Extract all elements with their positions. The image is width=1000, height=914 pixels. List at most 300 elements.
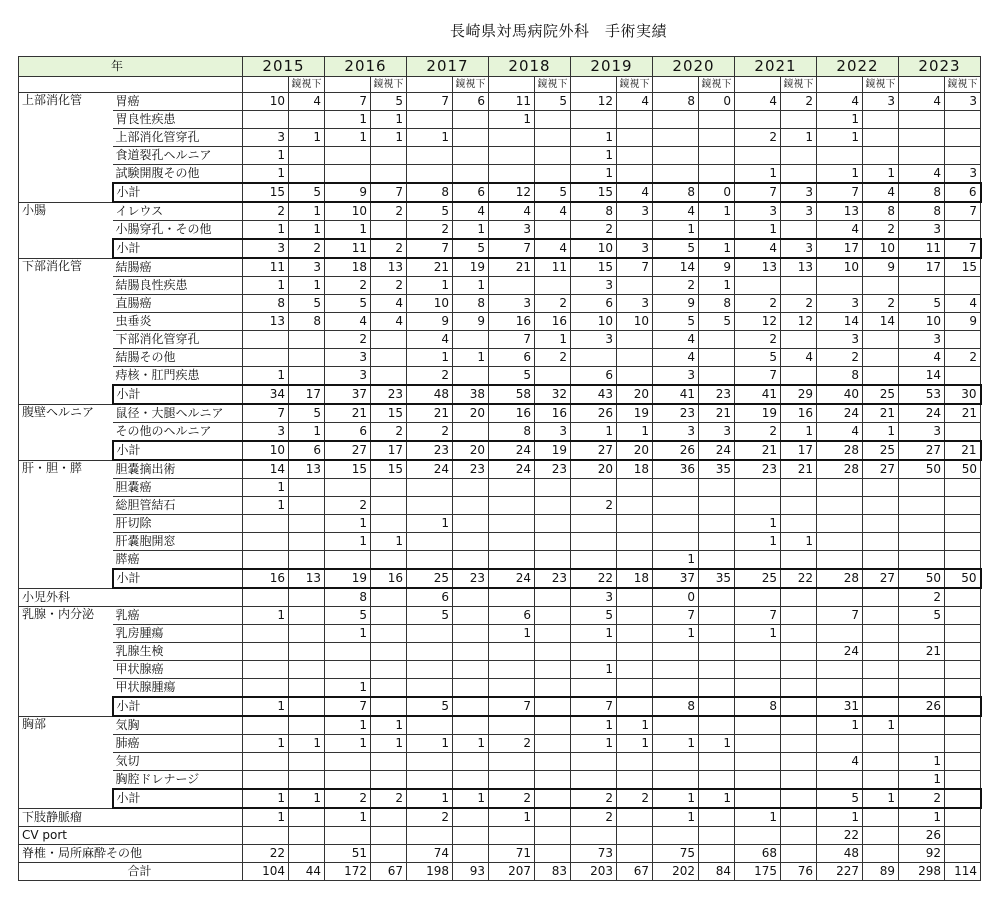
cell-kyoshi: 1 — [699, 239, 735, 258]
cell-count: 3 — [325, 349, 371, 367]
cell-count: 1 — [325, 129, 371, 147]
table-row — [19, 295, 981, 313]
cell-count: 2 — [735, 331, 781, 349]
cell-count: 7 — [407, 93, 453, 111]
cell-count: 53 — [899, 385, 945, 404]
cell-count: 11 — [325, 239, 371, 258]
cell-count: 1 — [243, 735, 289, 753]
cell-kyoshi — [371, 479, 407, 497]
subtotal-label: 小計 — [113, 697, 243, 716]
cell-kyoshi: 44 — [289, 863, 325, 881]
cell-count: 71 — [489, 845, 535, 863]
cell-kyoshi — [945, 661, 981, 679]
cell-count — [735, 679, 781, 698]
header-row-years — [19, 57, 981, 77]
kyoshi-subheader: 鏡視下 — [453, 77, 489, 93]
item-label: 肺癌 — [113, 735, 243, 753]
cell-count: 7 — [817, 183, 863, 202]
cell-count: 3 — [243, 239, 289, 258]
cell-count: 2 — [571, 808, 617, 827]
cell-kyoshi — [699, 625, 735, 643]
cell-kyoshi: 84 — [699, 863, 735, 881]
cell-kyoshi: 17 — [289, 385, 325, 404]
item-label: 乳房腫瘍 — [113, 625, 243, 643]
kyoshi-subheader: 鏡視下 — [699, 77, 735, 93]
cell-kyoshi: 19 — [535, 441, 571, 460]
cell-kyoshi — [289, 551, 325, 570]
cell-count — [489, 129, 535, 147]
cell-count: 8 — [899, 202, 945, 221]
cell-kyoshi — [371, 827, 407, 845]
cell-count: 1 — [735, 515, 781, 533]
cell-count: 25 — [735, 569, 781, 588]
item-label: 虫垂炎 — [113, 313, 243, 331]
cell-kyoshi — [617, 221, 653, 240]
cell-count: 3 — [489, 221, 535, 240]
cell-kyoshi — [289, 697, 325, 716]
cell-kyoshi — [535, 661, 571, 679]
cell-count — [407, 827, 453, 845]
cell-count: 15 — [243, 183, 289, 202]
cell-count: 10 — [899, 313, 945, 331]
item-label: 膵癌 — [113, 551, 243, 570]
category-label — [19, 423, 113, 442]
cell-count: 27 — [571, 441, 617, 460]
cell-count: 1 — [571, 165, 617, 184]
year-label: 年 — [19, 57, 243, 77]
cell-count: 1 — [489, 111, 535, 129]
cell-kyoshi: 5 — [699, 313, 735, 331]
kyoshi-subheader: 鏡視下 — [535, 77, 571, 93]
cell-kyoshi — [453, 147, 489, 165]
cell-count: 1 — [325, 735, 371, 753]
cell-count — [899, 551, 945, 570]
cell-count: 1 — [407, 735, 453, 753]
cell-count: 1 — [325, 111, 371, 129]
cell-count — [735, 771, 781, 790]
cell-kyoshi — [289, 165, 325, 184]
cell-count: 3 — [817, 331, 863, 349]
cell-count: 26 — [571, 404, 617, 423]
cell-count — [899, 533, 945, 551]
cell-kyoshi — [699, 479, 735, 497]
cell-count: 5 — [325, 295, 371, 313]
cell-count: 16 — [489, 404, 535, 423]
cell-count: 23 — [735, 460, 781, 479]
cell-kyoshi — [371, 551, 407, 570]
item-label: 結腸癌 — [113, 258, 243, 277]
cell-count: 27 — [899, 441, 945, 460]
kyoshi-subheader: 鏡視下 — [371, 77, 407, 93]
cell-kyoshi: 35 — [699, 460, 735, 479]
cell-kyoshi: 21 — [945, 441, 981, 460]
category-label — [19, 753, 113, 771]
cell-count — [653, 771, 699, 790]
category-label: 小腸 — [19, 202, 113, 221]
cell-count: 3 — [489, 295, 535, 313]
cell-count — [489, 771, 535, 790]
cell-count: 0 — [653, 588, 699, 607]
cell-kyoshi — [863, 661, 899, 679]
cell-kyoshi: 21 — [699, 404, 735, 423]
cell-count: 20 — [571, 460, 617, 479]
item-label: その他のヘルニア — [113, 423, 243, 442]
cell-kyoshi — [781, 479, 817, 497]
cell-count: 5 — [817, 789, 863, 808]
cell-count: 14 — [817, 313, 863, 331]
cell-count: 1 — [325, 221, 371, 240]
item-label: 小腸穿孔・その他 — [113, 221, 243, 240]
item-label: 食道裂孔ヘルニア — [113, 147, 243, 165]
category-label: 上部消化管 — [19, 93, 113, 111]
cell-count — [489, 679, 535, 698]
cell-kyoshi: 76 — [781, 863, 817, 881]
item-label: 胃癌 — [113, 93, 243, 111]
cell-count — [571, 643, 617, 661]
cell-kyoshi: 25 — [863, 441, 899, 460]
total-subheader — [325, 77, 371, 93]
cell-kyoshi — [617, 331, 653, 349]
cell-kyoshi: 67 — [371, 863, 407, 881]
cell-count — [571, 753, 617, 771]
cell-count: 6 — [571, 295, 617, 313]
cell-kyoshi — [863, 367, 899, 386]
item-label: 気胸 — [113, 716, 243, 735]
cell-kyoshi: 3 — [617, 295, 653, 313]
cell-kyoshi: 5 — [289, 295, 325, 313]
cell-count — [489, 661, 535, 679]
cell-count: 2 — [571, 221, 617, 240]
table-row — [19, 588, 981, 607]
cell-count: 13 — [243, 313, 289, 331]
cell-kyoshi: 2 — [863, 221, 899, 240]
cell-kyoshi — [699, 497, 735, 515]
cell-count — [735, 497, 781, 515]
cell-kyoshi — [945, 479, 981, 497]
cell-kyoshi: 2 — [617, 789, 653, 808]
subtotal-row — [19, 789, 981, 808]
cell-kyoshi — [699, 771, 735, 790]
kyoshi-subheader: 鏡視下 — [863, 77, 899, 93]
cell-count: 58 — [489, 385, 535, 404]
cell-count — [571, 679, 617, 698]
year-header: 2018 — [489, 57, 571, 77]
cell-count: 41 — [735, 385, 781, 404]
cell-kyoshi — [617, 533, 653, 551]
cell-kyoshi: 6 — [453, 183, 489, 202]
header-row-subheaders — [19, 77, 981, 93]
cell-count — [243, 111, 289, 129]
item-label: 結腸その他 — [113, 349, 243, 367]
cell-kyoshi — [453, 716, 489, 735]
cell-kyoshi: 50 — [945, 569, 981, 588]
cell-kyoshi: 1 — [289, 423, 325, 442]
cell-count: 28 — [817, 441, 863, 460]
cell-count: 1 — [243, 367, 289, 386]
category-label — [19, 183, 113, 202]
cell-kyoshi — [453, 497, 489, 515]
cell-count: 2 — [489, 789, 535, 808]
cell-count: 7 — [489, 697, 535, 716]
cell-count — [817, 533, 863, 551]
cell-kyoshi: 19 — [617, 404, 653, 423]
cell-count: 8 — [325, 588, 371, 607]
cell-kyoshi — [371, 625, 407, 643]
cell-count: 21 — [407, 404, 453, 423]
cell-count — [899, 716, 945, 735]
category-label — [19, 661, 113, 679]
cell-count: 17 — [899, 258, 945, 277]
cell-kyoshi: 13 — [781, 258, 817, 277]
cell-count — [243, 643, 289, 661]
cell-kyoshi — [699, 165, 735, 184]
cell-count: 4 — [817, 423, 863, 442]
cell-count: 1 — [653, 735, 699, 753]
cell-kyoshi: 21 — [781, 460, 817, 479]
cell-kyoshi — [617, 643, 653, 661]
cell-count — [243, 588, 289, 607]
cell-count: 2 — [571, 497, 617, 515]
cell-count: 1 — [407, 129, 453, 147]
cell-kyoshi — [289, 771, 325, 790]
item-label: 胃良性疾患 — [113, 111, 243, 129]
cell-count: 3 — [325, 367, 371, 386]
cell-kyoshi — [617, 697, 653, 716]
cell-kyoshi — [617, 827, 653, 845]
cell-count: 1 — [817, 808, 863, 827]
cell-count: 10 — [817, 258, 863, 277]
table-row — [19, 551, 981, 570]
cell-kyoshi — [863, 111, 899, 129]
cell-count: 40 — [817, 385, 863, 404]
cell-kyoshi — [289, 331, 325, 349]
cell-kyoshi — [617, 479, 653, 497]
cell-count — [653, 147, 699, 165]
cell-count: 5 — [325, 607, 371, 625]
cell-kyoshi — [371, 349, 407, 367]
cell-kyoshi — [453, 165, 489, 184]
total-subheader — [243, 77, 289, 93]
cell-kyoshi — [699, 643, 735, 661]
cell-count: 1 — [653, 625, 699, 643]
cell-count: 5 — [407, 607, 453, 625]
cell-count: 4 — [899, 93, 945, 111]
category-label: 肝・胆・膵 — [19, 460, 113, 479]
cell-count: 1 — [899, 808, 945, 827]
cell-kyoshi — [863, 497, 899, 515]
cell-kyoshi — [617, 497, 653, 515]
cell-count: 7 — [735, 183, 781, 202]
cell-count: 4 — [735, 239, 781, 258]
cell-count — [407, 533, 453, 551]
cell-kyoshi — [617, 367, 653, 386]
cell-count: 24 — [817, 643, 863, 661]
cell-kyoshi: 25 — [863, 385, 899, 404]
cell-kyoshi: 1 — [453, 349, 489, 367]
cell-kyoshi: 5 — [453, 239, 489, 258]
cell-count: 4 — [407, 331, 453, 349]
cell-kyoshi: 32 — [535, 385, 571, 404]
cell-count: 203 — [571, 863, 617, 881]
cell-kyoshi: 1 — [617, 716, 653, 735]
cell-kyoshi — [617, 111, 653, 129]
cell-kyoshi: 1 — [863, 716, 899, 735]
cell-kyoshi — [699, 111, 735, 129]
cell-kyoshi — [617, 551, 653, 570]
cell-kyoshi: 27 — [863, 569, 899, 588]
cell-kyoshi — [289, 147, 325, 165]
table-row — [19, 771, 981, 790]
cell-count: 1 — [325, 716, 371, 735]
cell-count — [489, 147, 535, 165]
cell-kyoshi — [945, 771, 981, 790]
table-row — [19, 808, 981, 827]
cell-count: 92 — [899, 845, 945, 863]
cell-kyoshi — [453, 367, 489, 386]
cell-count: 14 — [899, 367, 945, 386]
cell-count: 1 — [243, 808, 289, 827]
cell-count — [243, 661, 289, 679]
cell-kyoshi — [453, 827, 489, 845]
subtotal-label: 小計 — [113, 385, 243, 404]
category-label — [19, 789, 113, 808]
cell-kyoshi — [289, 479, 325, 497]
cell-kyoshi — [535, 716, 571, 735]
cell-count: 1 — [243, 277, 289, 295]
cell-kyoshi: 4 — [289, 93, 325, 111]
category-label — [19, 625, 113, 643]
cell-count — [817, 147, 863, 165]
cell-count: 21 — [489, 258, 535, 277]
cell-blank — [19, 863, 113, 881]
cell-kyoshi — [371, 165, 407, 184]
cell-count: 5 — [653, 239, 699, 258]
cell-count: 5 — [653, 313, 699, 331]
category-label — [19, 147, 113, 165]
cell-count — [489, 479, 535, 497]
table-row — [19, 643, 981, 661]
item-label: 乳腺生検 — [113, 643, 243, 661]
category-label — [19, 277, 113, 295]
cell-count: 1 — [899, 753, 945, 771]
cell-kyoshi — [535, 625, 571, 643]
cell-count: 3 — [899, 423, 945, 442]
table-row — [19, 147, 981, 165]
cell-kyoshi — [699, 845, 735, 863]
cell-kyoshi: 9 — [863, 258, 899, 277]
category-label: 下肢静脈瘤 — [19, 808, 243, 827]
table-row — [19, 93, 981, 111]
cell-count: 50 — [899, 460, 945, 479]
cell-count: 104 — [243, 863, 289, 881]
cell-count: 2 — [325, 331, 371, 349]
cell-count: 175 — [735, 863, 781, 881]
cell-count: 1 — [325, 533, 371, 551]
cell-kyoshi: 2 — [945, 349, 981, 367]
cell-kyoshi — [781, 625, 817, 643]
cell-kyoshi — [945, 625, 981, 643]
cell-kyoshi — [289, 679, 325, 698]
cell-kyoshi: 1 — [289, 202, 325, 221]
cell-count: 24 — [489, 569, 535, 588]
table-row — [19, 625, 981, 643]
cell-count: 6 — [407, 588, 453, 607]
year-header: 2022 — [817, 57, 899, 77]
cell-count — [571, 827, 617, 845]
cell-count — [899, 515, 945, 533]
cell-kyoshi — [453, 607, 489, 625]
cell-kyoshi: 1 — [289, 221, 325, 240]
cell-kyoshi: 9 — [699, 258, 735, 277]
cell-kyoshi: 4 — [863, 183, 899, 202]
cell-count: 34 — [243, 385, 289, 404]
cell-kyoshi: 20 — [453, 441, 489, 460]
year-header: 2015 — [243, 57, 325, 77]
category-label — [19, 129, 113, 147]
cell-count: 1 — [735, 221, 781, 240]
cell-kyoshi — [289, 367, 325, 386]
total-subheader — [653, 77, 699, 93]
cell-count — [735, 789, 781, 808]
cell-kyoshi: 2 — [535, 295, 571, 313]
cell-kyoshi — [781, 367, 817, 386]
cell-count — [653, 679, 699, 698]
cell-count: 5 — [899, 295, 945, 313]
cell-count: 227 — [817, 863, 863, 881]
cell-kyoshi — [699, 349, 735, 367]
cell-kyoshi: 23 — [535, 569, 571, 588]
cell-count — [653, 165, 699, 184]
category-label — [19, 697, 113, 716]
cell-count — [489, 497, 535, 515]
year-header: 2017 — [407, 57, 489, 77]
cell-count: 7 — [325, 93, 371, 111]
cell-kyoshi — [945, 515, 981, 533]
cell-kyoshi: 13 — [289, 460, 325, 479]
cell-count: 1 — [571, 423, 617, 442]
cell-kyoshi — [945, 111, 981, 129]
cell-count — [407, 661, 453, 679]
cell-kyoshi — [453, 845, 489, 863]
cell-count — [899, 679, 945, 698]
cell-kyoshi: 38 — [453, 385, 489, 404]
cell-count — [899, 497, 945, 515]
cell-count: 24 — [489, 460, 535, 479]
cell-kyoshi — [535, 735, 571, 753]
category-label — [19, 349, 113, 367]
cell-kyoshi: 1 — [781, 533, 817, 551]
cell-count — [325, 551, 371, 570]
cell-kyoshi: 114 — [945, 863, 981, 881]
cell-count — [899, 625, 945, 643]
cell-kyoshi — [617, 679, 653, 698]
cell-kyoshi — [863, 515, 899, 533]
cell-count: 1 — [243, 789, 289, 808]
cell-kyoshi: 3 — [781, 183, 817, 202]
cell-count — [489, 716, 535, 735]
subtotal-row — [19, 441, 981, 460]
cell-kyoshi — [863, 697, 899, 716]
cell-count: 3 — [571, 277, 617, 295]
cell-kyoshi — [945, 551, 981, 570]
cell-kyoshi — [289, 111, 325, 129]
cell-count — [899, 735, 945, 753]
cell-kyoshi — [781, 845, 817, 863]
cell-kyoshi — [453, 753, 489, 771]
item-label: 気切 — [113, 753, 243, 771]
cell-count: 23 — [407, 441, 453, 460]
cell-kyoshi: 7 — [945, 202, 981, 221]
